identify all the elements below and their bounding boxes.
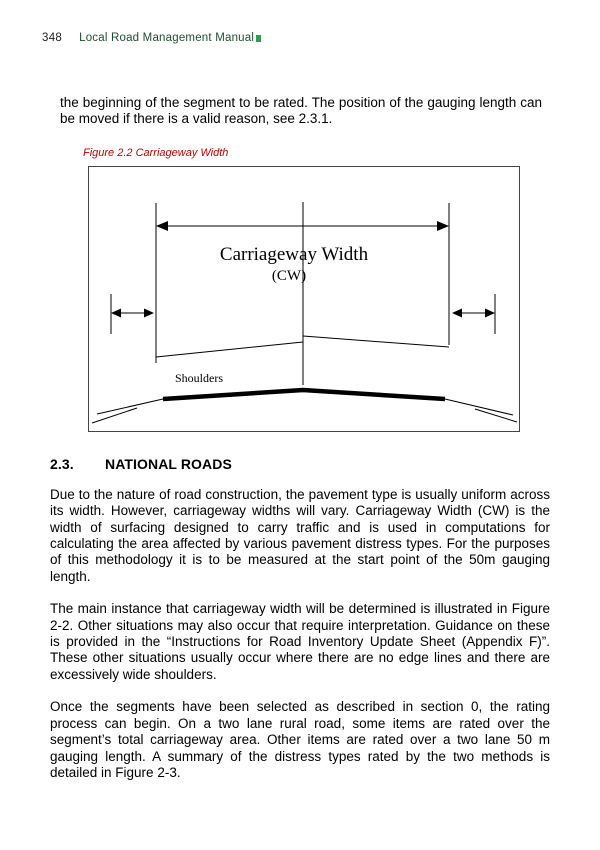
carriageway-diagram — [89, 167, 519, 431]
carriageway-width-label: Carriageway Width — [219, 243, 369, 265]
cw-label: (CW) — [271, 267, 307, 284]
paragraph-3: Once the segments have been selected as described in section 0, the rating process can begin. On a two lane rural road, some items are rated over the segment’s total carriageway area. Other items are rated over a two lane 50 m gauging length. A summary of the distress types rated by the two methods is detailed in Figure 2-3. — [50, 699, 550, 780]
figure-2-2 — [88, 166, 520, 432]
section-heading — [50, 456, 600, 472]
page-header — [42, 0, 600, 44]
paragraph-1: Due to the nature of road construction, the pavement type is usually uniform across its width. However, carriageway widths will vary. Carriageway Width (CW) is the width of surfacing designed to carry traffic and is used in computations for calculating the area affected by various pavement distress types. For the purposes of this methodology it is to be measured at the start point of the 50m gauging length. — [50, 486, 550, 584]
paragraph-2: The main instance that carriageway width will be determined is illustrated in Figure 2-2. Other situations may also occur that require interpretation. Guidance on these is provided in the “Instructions for Road Inventory Update Sheet (Appendix F)”. These other situations usually occur where there are no edge lines and there are excessively wide shoulders. — [50, 601, 550, 682]
shoulders-label: Shoulders — [175, 370, 223, 385]
road-surface-line — [163, 390, 445, 399]
header-title: Local Road Management Manual — [79, 32, 255, 44]
section-title: NATIONAL ROADS — [105, 455, 232, 472]
figure-caption: Figure 2.2 Carriageway Width — [83, 146, 229, 159]
section-number: 2.3. — [50, 455, 74, 472]
page-number: 348 — [42, 32, 63, 44]
header-logo-mark — [256, 35, 261, 42]
intro-paragraph: the beginning of the segment to be rated. The position of the gauging length can be moved if there is a valid reason, see 2.3.1. — [60, 95, 542, 127]
